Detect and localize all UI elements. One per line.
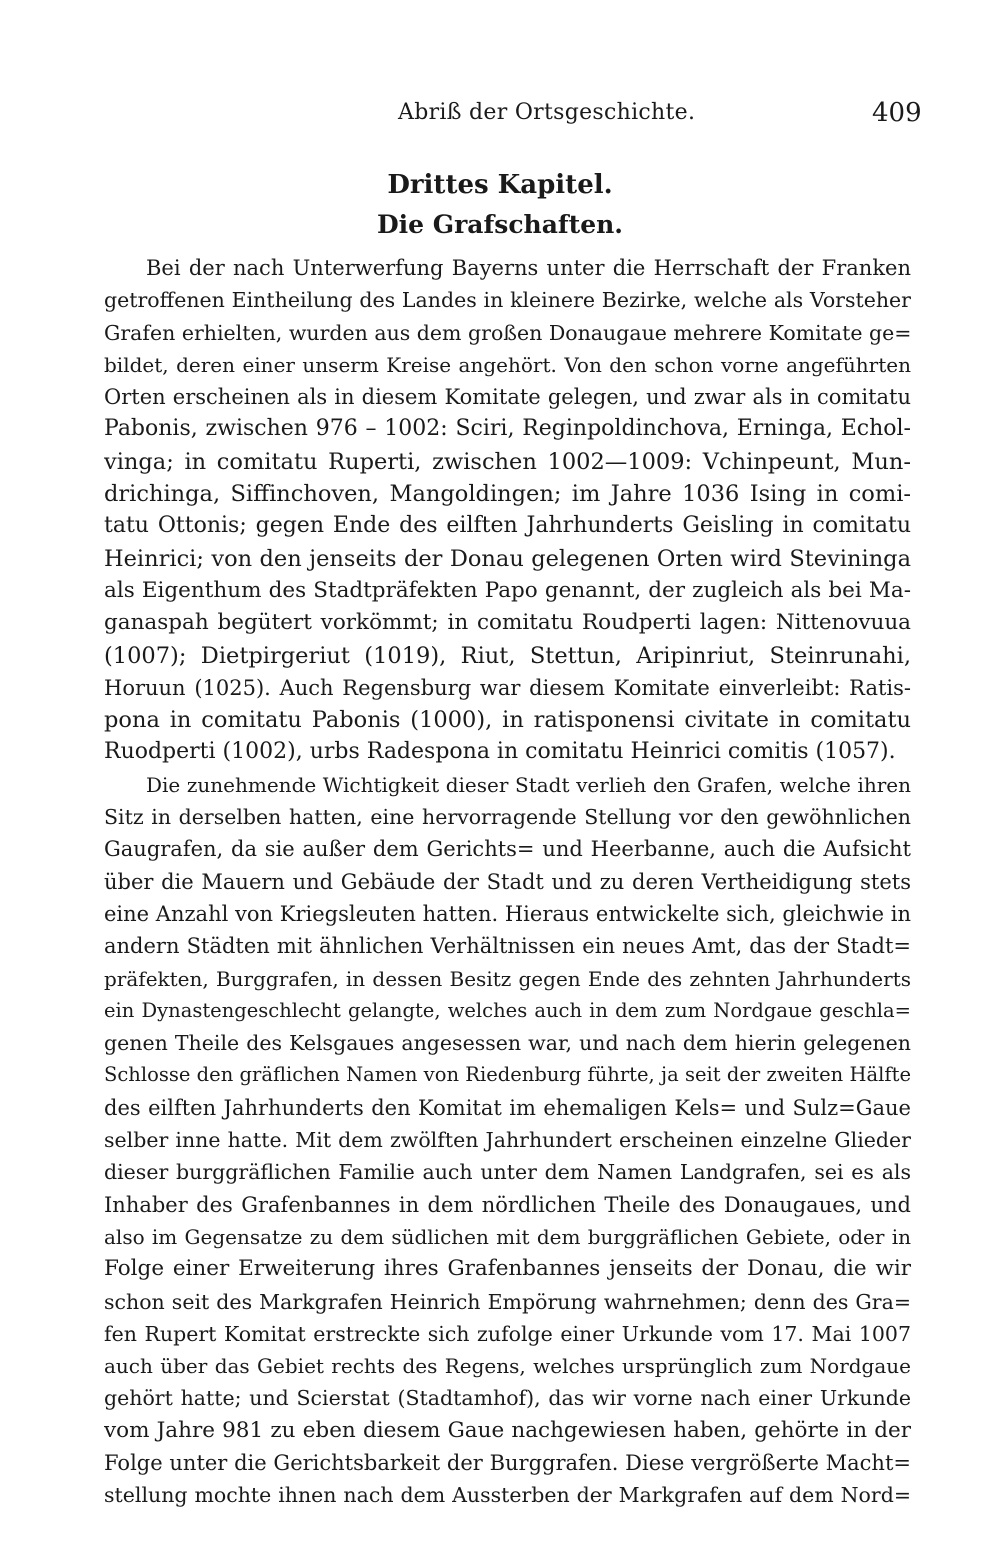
text-line: Sitz in derselben hatten, eine hervorragende Stellung vor den gewöhnlichen (104, 805, 911, 830)
text-line: Inhaber des Grafenbannes in dem nördlichen Theile des Donaugaues, und (104, 1192, 911, 1217)
text-line: Folge einer Erweiterung ihres Grafenbannes jenseits der Donau, die wir (104, 1256, 911, 1282)
text-line: schon seit des Markgrafen Heinrich Empörung wahrnehmen; denn des Gra= (104, 1289, 911, 1314)
chapter-title: Drittes Kapitel. (387, 170, 613, 200)
text-line: vinga; in comitatu Ruperti, zwischen 1002—1009: Vchinpeunt, Mun- (104, 448, 911, 475)
text-line: ganaspah begütert vorkömmt; in comitatu Roudperti lagen: Nittenovuua (104, 610, 911, 636)
text-line: selber inne hatte. Mit dem zwölften Jahrhundert erscheinen einzelne Glieder (104, 1128, 911, 1153)
text-line: als Eigenthum des Stadtpräfekten Papo genannt, der zugleich als bei Ma- (104, 577, 911, 603)
text-line: eine Anzahl von Kriegsleuten hatten. Hieraus entwickelte sich, gleichwie in (104, 901, 911, 926)
text-line: Bei der nach Unterwerfung Bayerns unter die Herrschaft der Franken (146, 256, 911, 280)
text-line: Grafen erhielten, wurden aus dem großen Donaugaue mehrere Komitate ge= (104, 320, 911, 345)
body-text (104, 252, 911, 1512)
text-line: Pabonis, zwischen 976 – 1002: Sciri, Reginpoldinchova, Erninga, Echol- (104, 416, 911, 442)
text-line: fen Rupert Komitat erstreckte sich zufolge einer Urkunde vom 17. Mai 1007 (104, 1321, 911, 1346)
text-line: genen Theile des Kelsgaues angesessen war, und nach dem hierin gelegenen (104, 1031, 911, 1056)
text-line: Die zunehmende Wichtigkeit dieser Stadt verlieh den Grafen, welche ihren (146, 772, 911, 797)
text-line: auch über das Gebiet rechts des Regens, welches ursprünglich zum Nordgaue (104, 1354, 911, 1379)
running-head: Abriß der Ortsgeschichte. (398, 100, 696, 125)
text-line: Folge unter die Gerichtsbarkeit der Burggrafen. Diese vergrößerte Macht= (104, 1450, 911, 1475)
text-line: über die Mauern und Gebäude der Stadt und zu deren Vertheidigung stets (104, 869, 911, 894)
text-line: präfekten, Burggrafen, in dessen Besitz gegen Ende des zehnten Jahrhunderts (104, 966, 911, 991)
text-line: Gaugrafen, da sie außer dem Gerichts= und Heerbanne, auch die Aufsicht (104, 837, 911, 862)
text-line: Orten erscheinen als in diesem Komitate gelegen, und zwar als in comitatu (104, 385, 911, 410)
text-line: des eilften Jahrhunderts den Komitat im ehemaligen Kels= und Sulz=Gaue (104, 1095, 911, 1120)
text-line: Heinrici; von den jenseits der Donau gelegenen Orten wird Stevininga (104, 545, 911, 572)
text-line: pona in comitatu Pabonis (1000), in ratisponensi civitate in comitatu (104, 707, 911, 734)
text-line: getroffenen Eintheilung des Landes in kleinere Bezirke, welche als Vorsteher (104, 288, 911, 313)
text-line: stellung mochte ihnen nach dem Aussterben der Markgrafen auf dem Nord= (104, 1483, 911, 1508)
text-line: (1007); Dietpirgeriut (1019), Riut, Stettun, Aripinriut, Steinrunahi, (104, 642, 911, 669)
text-line: dieser burggräflichen Familie auch unter dem Namen Landgrafen, sei es als (104, 1160, 911, 1185)
page-number: 409 (872, 98, 922, 128)
text-line: andern Städten mit ähnlichen Verhältnissen ein neues Amt, das der Stadt= (104, 934, 911, 959)
text-line: Horuun (1025). Auch Regensburg war diesem Komitate einverleibt: Ratis- (104, 675, 911, 700)
text-line: bildet, deren einer unserm Kreise angehört. Von den schon vorne angeführten (104, 352, 911, 377)
section-title: Die Grafschaften. (376, 210, 624, 239)
text-line: Ruodperti (1002), urbs Radespona in comitatu Heinrici comitis (1057). (104, 739, 896, 765)
text-line: ein Dynastengeschlecht gelangte, welches auch in dem zum Nordgaue geschla= (104, 998, 911, 1022)
text-line: Schlosse den gräflichen Namen von Riedenburg führte, ja seit der zweiten Hälfte (104, 1063, 911, 1087)
text-line: drichinga, Siffinchoven, Mangoldingen; im Jahre 1036 Ising in comi- (104, 481, 911, 508)
text-line: tatu Ottonis; gegen Ende des eilften Jahrhunderts Geisling in comitatu (104, 513, 911, 539)
text-line: also im Gegensatze zu dem südlichen mit dem burggräflichen Gebiete, oder in (104, 1224, 911, 1249)
text-line: gehört hatte; und Scierstat (Stadtamhof), das wir vorne nach einer Urkunde (104, 1386, 911, 1411)
text-line: vom Jahre 981 zu eben diesem Gaue nachgewiesen haben, gehörte in der (104, 1417, 911, 1443)
